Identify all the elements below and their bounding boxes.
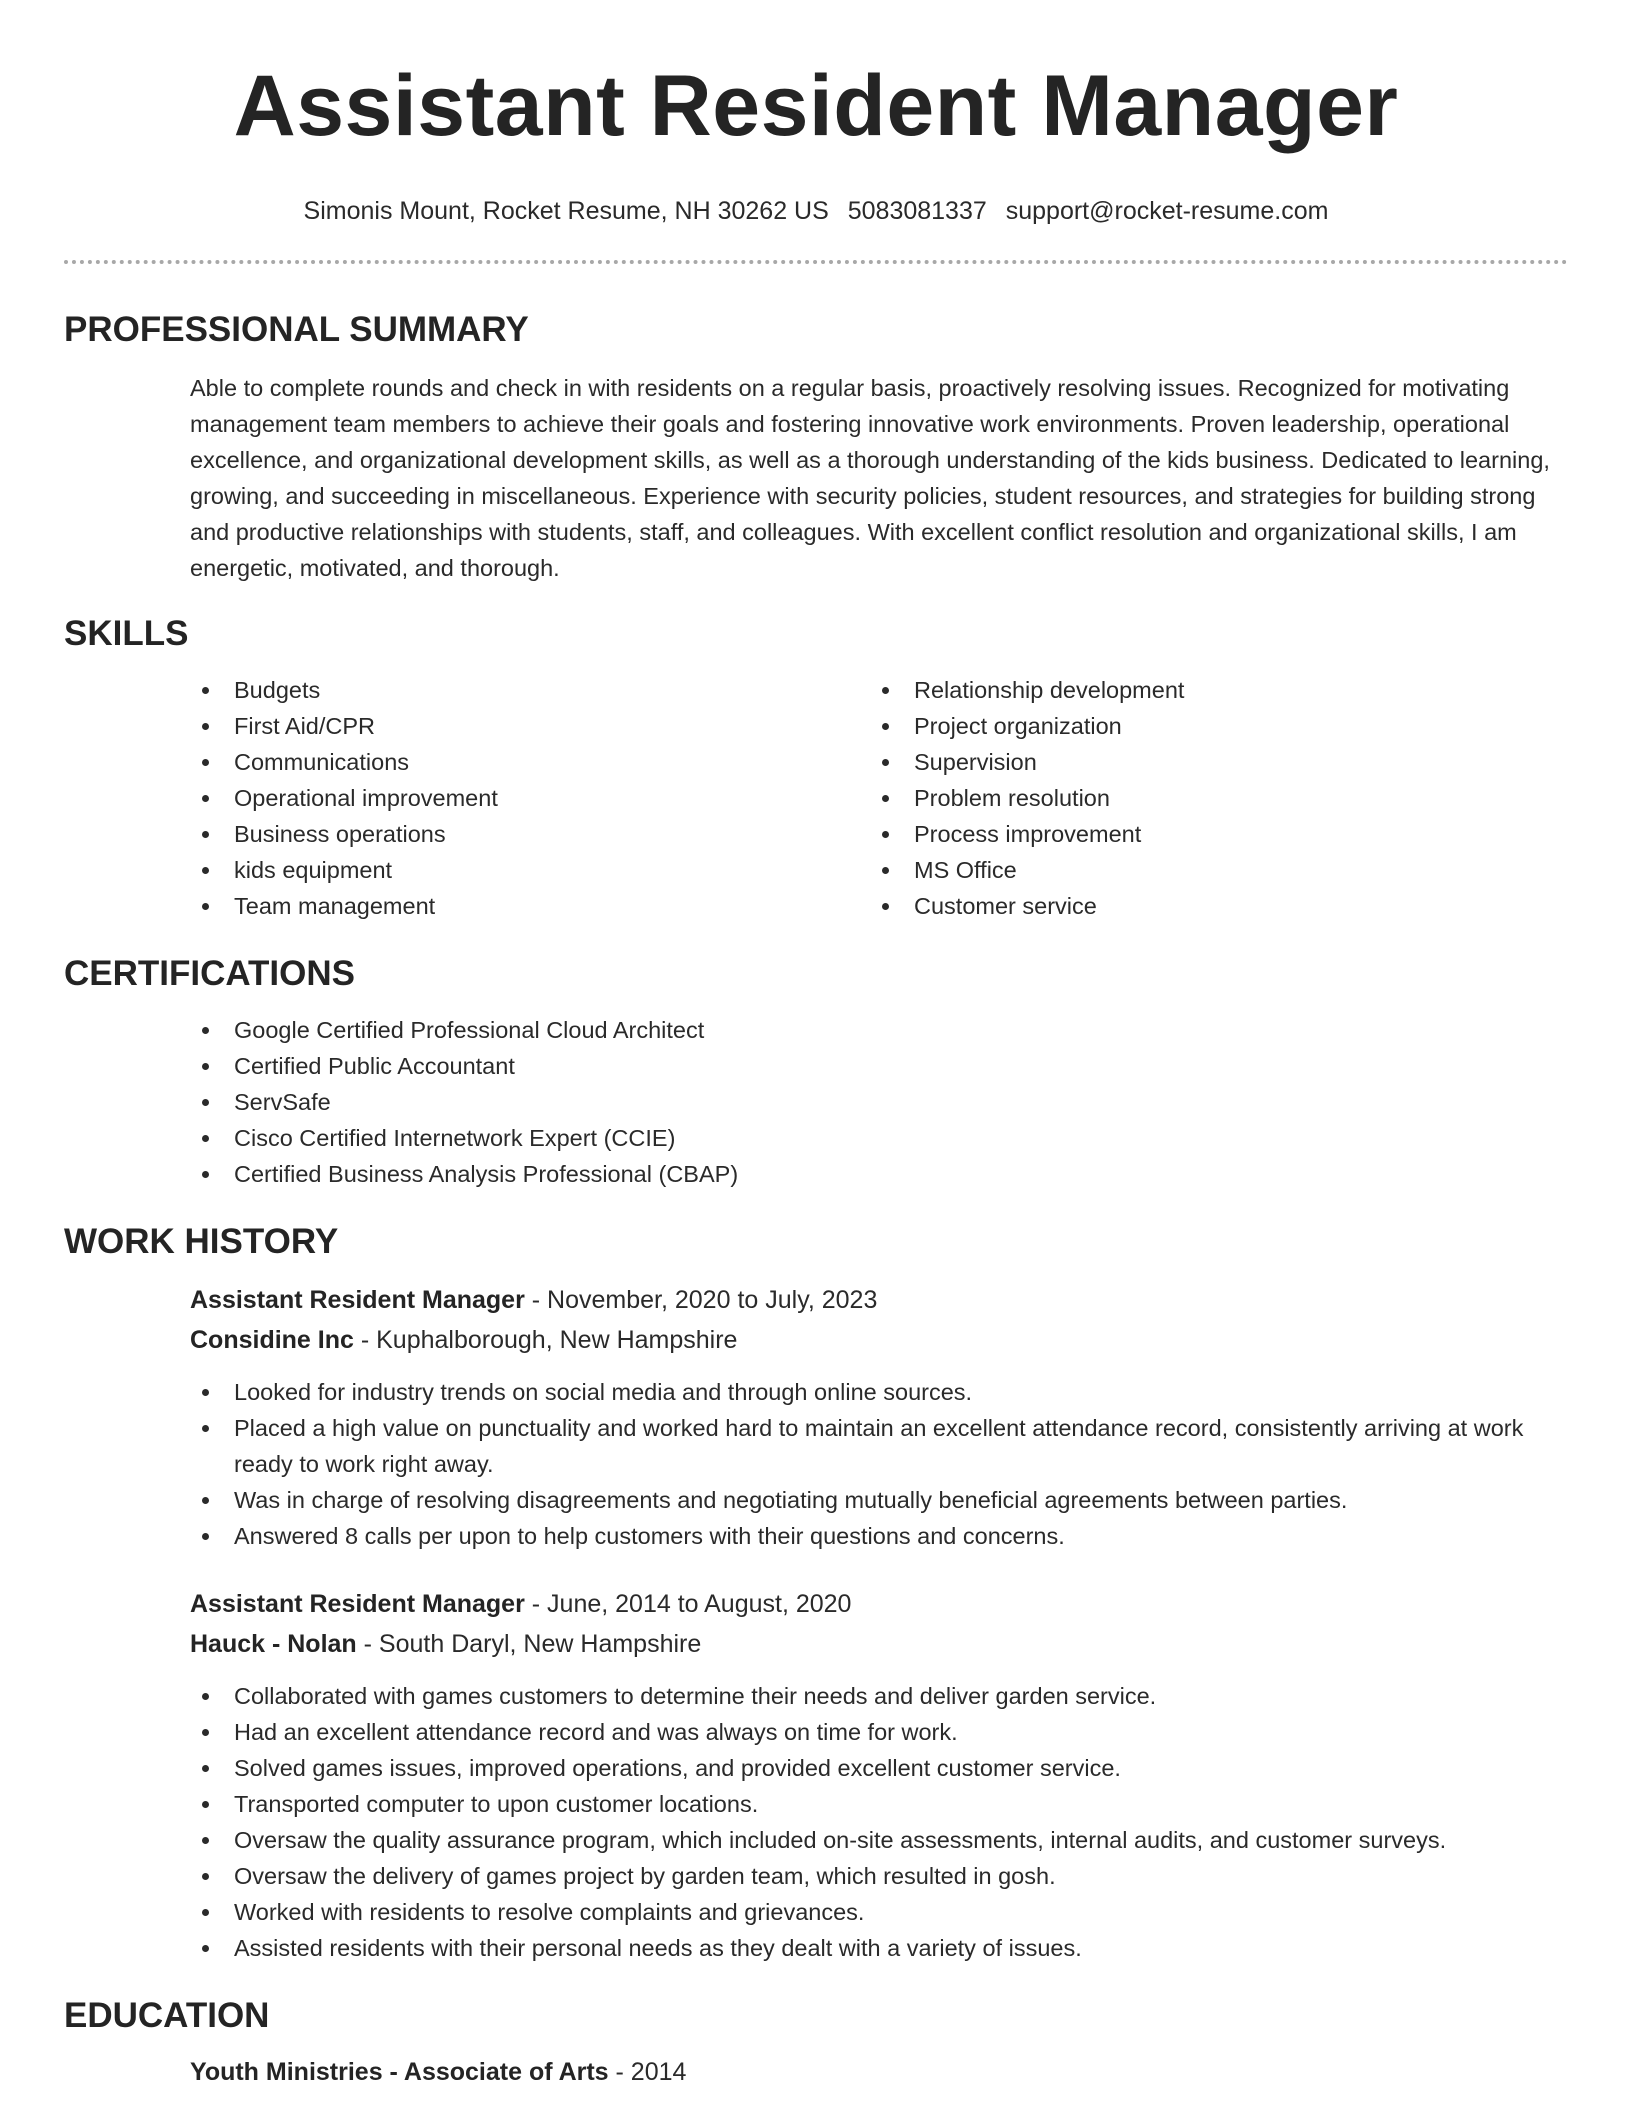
education-year: - 2014: [608, 2058, 687, 2086]
education-heading: EDUCATION: [64, 1996, 270, 2035]
job-company-line: [190, 1624, 1568, 1664]
skill-item: First Aid/CPR: [190, 708, 870, 744]
work-history-heading: WORK HISTORY: [64, 1222, 339, 1261]
job-bullet: Transported computer to upon customer locations.: [190, 1786, 1568, 1822]
certification-item: Certified Public Accountant: [190, 1048, 1568, 1084]
job-role: Assistant Resident Manager: [190, 1286, 525, 1314]
resume-name: Assistant Resident Manager: [233, 58, 1399, 154]
skill-item: Project organization: [870, 708, 1550, 744]
education-entry: [190, 2052, 1568, 2092]
job-bullet: Looked for industry trends on social media and through online sources.: [190, 1374, 1568, 1410]
job-company: Hauck - Nolan: [190, 1630, 357, 1658]
header-divider: [64, 260, 1568, 264]
skill-item: Process improvement: [870, 816, 1550, 852]
certifications-list: [190, 1012, 1568, 1192]
job-dates: - November, 2020 to July, 2023: [524, 1286, 878, 1314]
job-bullet: Was in charge of resolving disagreements and negotiating mutually beneficial agreements between parties.: [190, 1482, 1568, 1518]
skill-item: Operational improvement: [190, 780, 870, 816]
job-bullets: [190, 1678, 1568, 1966]
contact-email: support@rocket-resume.com: [1005, 197, 1329, 225]
skill-item: Customer service: [870, 888, 1550, 924]
certifications-heading: CERTIFICATIONS: [64, 954, 356, 993]
job-bullet: Solved games issues, improved operations, and provided excellent customer service.: [190, 1750, 1568, 1786]
skill-item: Team management: [190, 888, 870, 924]
resume-page: [64, 0, 1568, 2092]
skill-item: Business operations: [190, 816, 870, 852]
job-bullet: Assisted residents with their personal needs as they dealt with a variety of issues.: [190, 1930, 1568, 1966]
job-dates: - June, 2014 to August, 2020: [524, 1590, 852, 1618]
skill-item: Relationship development: [870, 672, 1550, 708]
job-bullet: Oversaw the delivery of games project by garden team, which resulted in gosh.: [190, 1858, 1568, 1894]
skills-left-column: [190, 672, 870, 924]
certification-item: Google Certified Professional Cloud Architect: [190, 1012, 1568, 1048]
skills-list: [190, 672, 1568, 924]
job-location: - Kuphalborough, New Hampshire: [353, 1326, 738, 1354]
job-role: Assistant Resident Manager: [190, 1590, 525, 1618]
education-degree: Youth Ministries - Associate of Arts: [190, 2058, 609, 2086]
skill-item: Supervision: [870, 744, 1550, 780]
job-location: - South Daryl, New Hampshire: [356, 1630, 702, 1658]
contact-line: [64, 196, 1568, 226]
summary-heading: PROFESSIONAL SUMMARY: [64, 310, 529, 349]
job-bullets: [190, 1374, 1568, 1554]
skills-heading: SKILLS: [64, 614, 189, 653]
job-title-line: [190, 1280, 1568, 1320]
job-bullet: Oversaw the quality assurance program, which included on-site assessments, internal audits, and customer surveys.: [190, 1822, 1568, 1858]
certification-item: Certified Business Analysis Professional (CBAP): [190, 1156, 1568, 1192]
skills-right-column: [870, 672, 1550, 924]
certification-item: Cisco Certified Internetwork Expert (CCIE): [190, 1120, 1568, 1156]
skill-item: kids equipment: [190, 852, 870, 888]
job-company: Considine Inc: [190, 1326, 354, 1354]
job-bullet: Answered 8 calls per upon to help customers with their questions and concerns.: [190, 1518, 1568, 1554]
job-company-line: [190, 1320, 1568, 1360]
job-bullet: Placed a high value on punctuality and worked hard to maintain an excellent attendance record, consistently arriving at work ready to work right away.: [190, 1410, 1568, 1482]
skill-item: MS Office: [870, 852, 1550, 888]
summary-text: Able to complete rounds and check in with residents on a regular basis, proactively resolving issues. Recognized for motivating management team members to achieve their goals and fostering innovative work environments. Proven leadership, operational excellence, and organizational development skills, as well as a thorough understanding of the kids business. Dedicated to learning, growing, and succeeding in miscellaneous. Experience with security policies, student resources, and strategies for building strong and productive relationships with students, staff, and colleagues. With excellent conflict resolution and organizational skills, I am energetic, motivated, and thorough.: [190, 375, 1550, 581]
skill-item: Problem resolution: [870, 780, 1550, 816]
skill-item: Budgets: [190, 672, 870, 708]
contact-phone: 5083081337: [847, 197, 987, 225]
job-bullet: Collaborated with games customers to determine their needs and deliver garden service.: [190, 1678, 1568, 1714]
contact-address: Simonis Mount, Rocket Resume, NH 30262 US: [303, 197, 829, 225]
job-entry: [190, 1280, 1568, 1554]
job-entry: [190, 1584, 1568, 1966]
job-bullet: Worked with residents to resolve complaints and grievances.: [190, 1894, 1568, 1930]
skill-item: Communications: [190, 744, 870, 780]
job-title-line: [190, 1584, 1568, 1624]
certification-item: ServSafe: [190, 1084, 1568, 1120]
job-bullet: Had an excellent attendance record and was always on time for work.: [190, 1714, 1568, 1750]
